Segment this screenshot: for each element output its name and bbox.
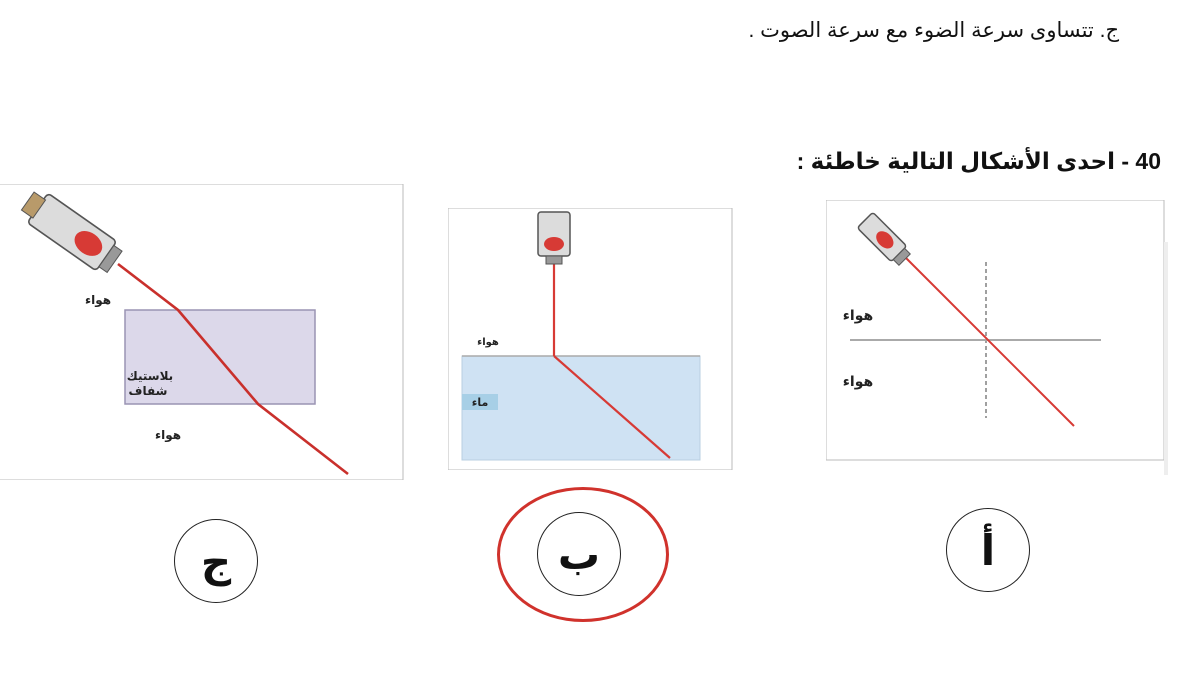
option-b-circle[interactable]: ب [537,512,621,596]
figure-c-label-bottom: هواء [154,428,182,442]
figure-a-label-bottom: هواء [842,374,874,390]
figure-a-label-top: هواء [842,308,874,324]
figure-c-label-middle-1: بلاستيك [126,369,174,383]
figure-c [0,184,410,480]
figure-a [826,200,1171,475]
figure-b-label-bottom: ماء [471,396,489,409]
figure-b-label-top: هواء [477,337,499,348]
option-a-circle[interactable]: أ [946,508,1030,592]
figure-b [448,208,738,470]
figure-c-label-top: هواء [84,293,112,307]
previous-option-text: ج. تتساوى سرعة الضوء مع سرعة الصوت . [748,19,1119,42]
question-title: 40 - احدى الأشكال التالية خاطئة : [796,148,1161,174]
option-c-circle[interactable]: ج [174,519,258,603]
figure-c-label-middle-2: شفاف [128,384,168,398]
laser-pointer-icon [538,212,570,264]
